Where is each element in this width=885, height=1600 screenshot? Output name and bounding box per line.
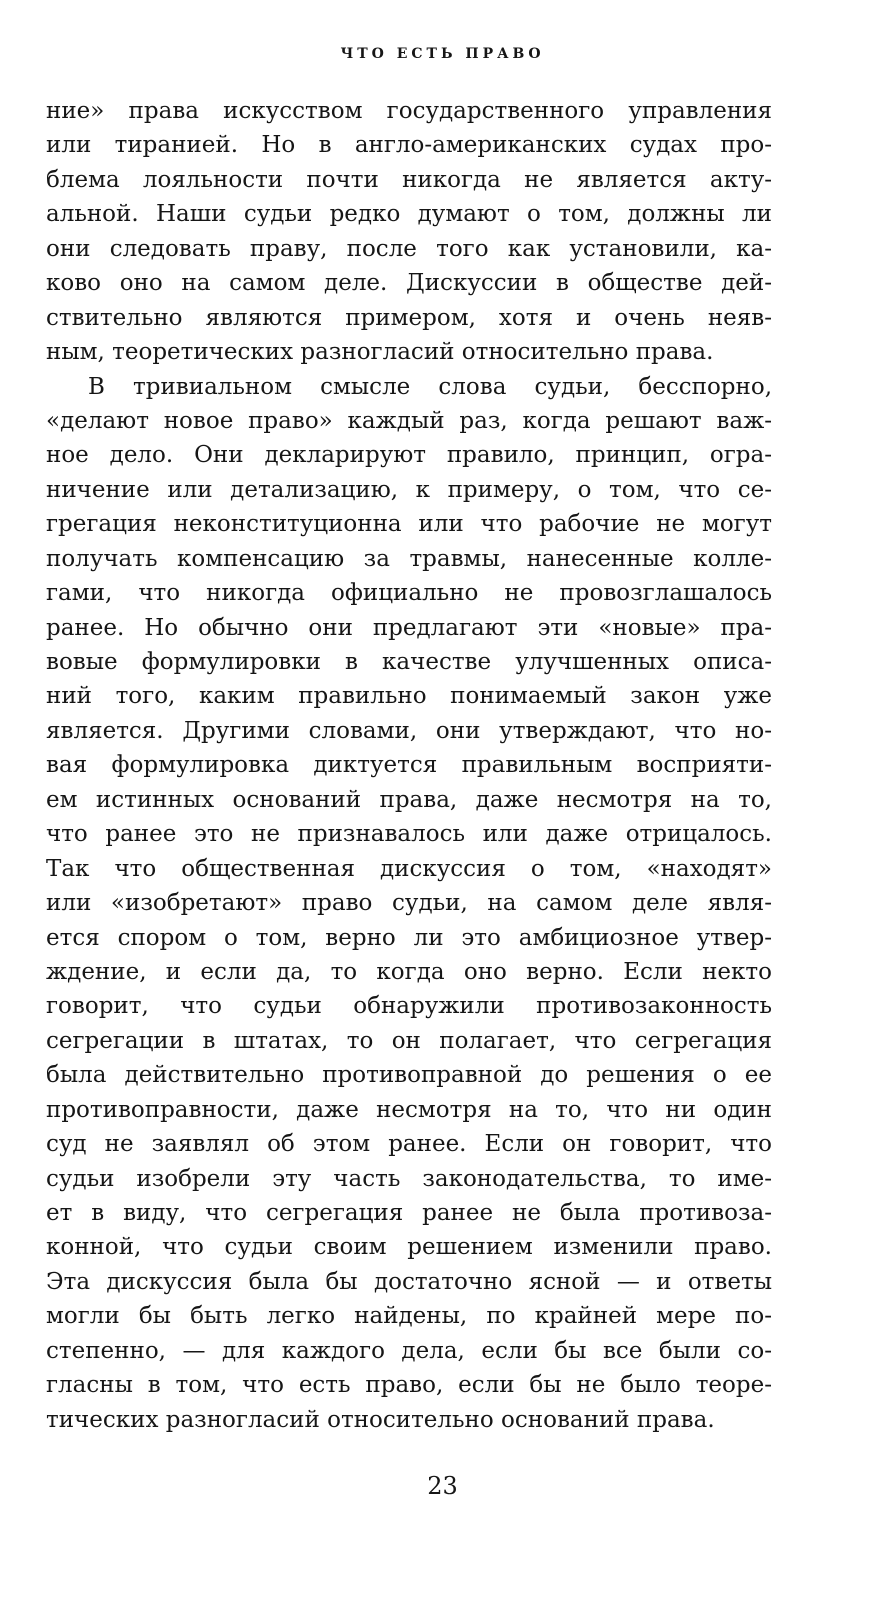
text-line: В тривиальном смысле слова судьи, бесспорно, xyxy=(88,373,772,400)
text-line: говорит, что судьи обнаружили противозаконность xyxy=(46,993,772,1020)
text-line: ствительно являются примером, хотя и очень неяв- xyxy=(46,304,772,331)
text-line: ет в виду, что сегрегация ранее не была противоза- xyxy=(46,1200,772,1226)
text-line: или «изобретают» право судьи, на самом деле явля- xyxy=(46,890,772,917)
text-line: является. Другими словами, они утверждают, что но- xyxy=(46,717,772,744)
text-line: блема лояльности почти никогда не является акту- xyxy=(46,166,772,193)
text-line: ково оно на самом деле. Дискуссии в обществе дей- xyxy=(46,270,772,297)
text-line: или тиранией. Но в англо-американских судах про- xyxy=(46,132,772,159)
paragraph xyxy=(46,94,772,370)
text-line: ний того, каким правильно понимаемый закон уже xyxy=(46,683,772,710)
text-line: степенно, — для каждого дела, если бы все были со- xyxy=(46,1337,772,1364)
text-line: ется спором о том, верно ли это амбициозное утвер- xyxy=(46,924,772,951)
text-line: Эта дискуссия была бы достаточно ясной — и ответы xyxy=(46,1268,772,1295)
text-line: сегрегации в штатах, то он полагает, что сегрегация xyxy=(46,1027,772,1054)
text-line: Так что общественная дискуссия о том, «находят» xyxy=(46,855,772,882)
page-number: 23 xyxy=(427,1472,458,1500)
text-line: ние» права искусством государственного управления xyxy=(46,98,772,124)
text-line: могли бы быть легко найдены, по крайней мере по- xyxy=(46,1303,772,1330)
text-line: что ранее это не признавалось или даже отрицалось. xyxy=(46,821,772,848)
text-line: ным, теоретических разногласий относительно права. xyxy=(46,339,714,366)
text-line: гласны в том, что есть право, если бы не было теоре- xyxy=(46,1372,772,1399)
text-line: ранее. Но обычно они предлагают эти «новые» пра- xyxy=(46,614,772,641)
text-line: гами, что никогда официально не провозглашалось xyxy=(46,580,772,607)
text-line: грегация неконституционна или что рабочие не могут xyxy=(46,511,772,538)
running-head: ЧТО ЕСТЬ ПРАВО xyxy=(340,46,545,62)
text-line: тических разногласий относительно оснований права. xyxy=(46,1406,715,1433)
text-line: ное дело. Они декларируют правило, принцип, огра- xyxy=(46,442,772,469)
text-line: суд не заявлял об этом ранее. Если он говорит, что xyxy=(46,1131,772,1158)
body-text xyxy=(46,94,772,1437)
text-line: ничение или детализацию, к примеру, о том, что се- xyxy=(46,476,772,503)
text-line: ем истинных оснований права, даже несмотря на то, xyxy=(46,786,772,813)
text-line: была действительно противоправной до решения о ее xyxy=(46,1062,772,1089)
text-line: ждение, и если да, то когда оно верно. Если некто xyxy=(46,958,772,985)
text-line: конной, что судьи своим решением изменили право. xyxy=(46,1234,772,1261)
text-line: вовые формулировки в качестве улучшенных описа- xyxy=(46,649,772,675)
text-line: альной. Наши судьи редко думают о том, должны ли xyxy=(46,201,772,228)
text-line: вая формулировка диктуется правильным восприяти- xyxy=(46,752,772,779)
paragraph xyxy=(46,370,772,1438)
text-line: получать компенсацию за травмы, нанесенные колле- xyxy=(46,545,772,572)
text-line: судьи изобрели эту часть законодательства, то име- xyxy=(46,1165,772,1192)
text-line: противоправности, даже несмотря на то, что ни один xyxy=(46,1096,772,1123)
text-line: они следовать праву, после того как установили, ка- xyxy=(46,235,772,262)
text-line: «делают новое право» каждый раз, когда решают важ- xyxy=(46,407,772,434)
